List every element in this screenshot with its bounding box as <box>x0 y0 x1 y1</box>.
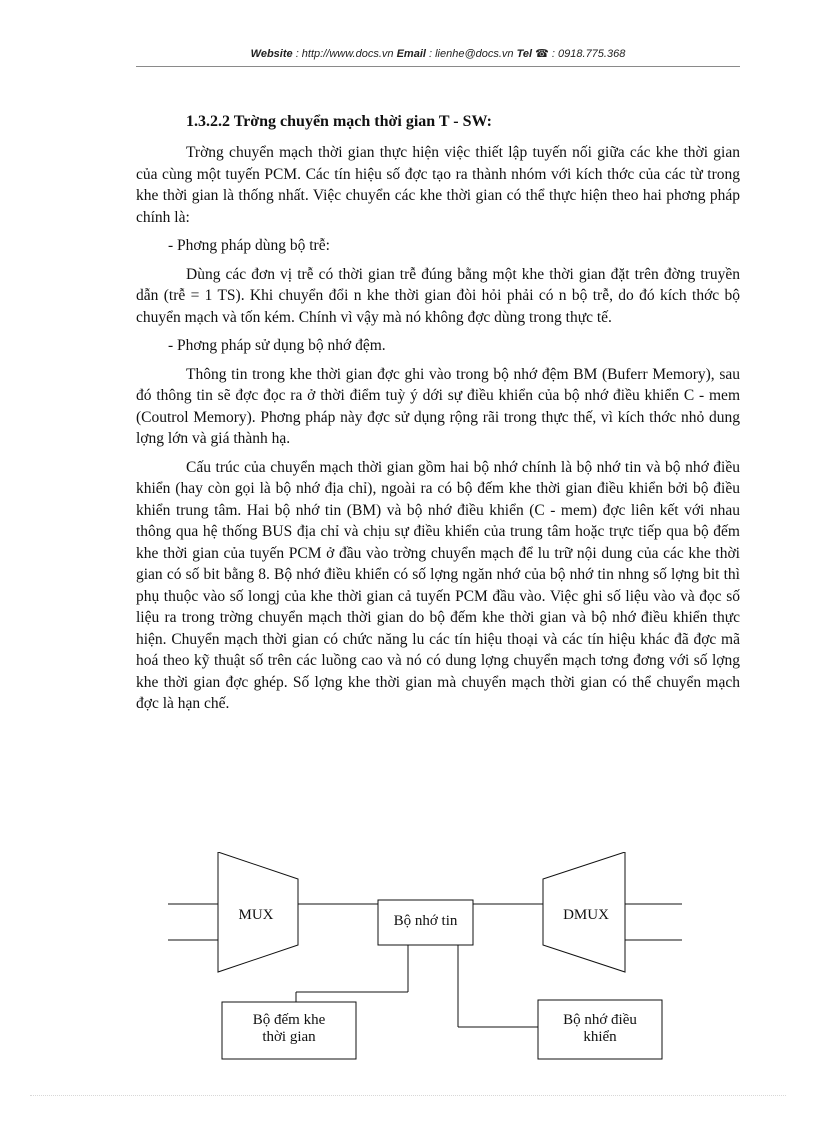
counter-label-line-1: Bộ đếm khe <box>252 1012 326 1028</box>
email-value: : lienhe@docs.vn <box>425 48 517 60</box>
control-memory-label <box>538 1012 662 1046</box>
website-label: Website <box>250 48 293 60</box>
footer-rule <box>30 1095 786 1096</box>
method-buffer-heading: - Phơng pháp sử dụng bộ nhớ đệm. <box>168 337 386 354</box>
control-label-line-2: khiển <box>583 1029 617 1045</box>
tel-value: ☎ : 0918.775.368 <box>532 48 626 60</box>
section-heading: 1.3.2.2 Trờng chuyển mạch thời gian T - SW: <box>186 113 492 130</box>
paragraph-structure: Cấu trúc của chuyển mạch thời gian gồm hai bộ nhớ chính là bộ nhớ tin và bộ nhớ điều khiển (hay còn gọi là bộ nhớ địa chỉ), ngoài ra có bộ đếm khe thời gian điều khiển bởi bộ điều khiển trung tâm. Hai bộ nhớ tin (BM) và bộ nhớ điều khiển (C - mem) đợc liên kết với nhau thông qua hệ thống BUS địa chỉ và chịu sự điều khiển của trung tâm hoặc trực tiếp qua bộ đếm khe thời gian của tuyến PCM ở đầu vào trờng chuyển mạch để lu trữ nội dung của các khe thời gian có số bit bằng 8. Bộ nhớ điều khiển có số lợng ngăn nhớ của bộ nhớ tin nhng số lợng bit thì phụ thuộc vào số longj của khe thời gian cả tuyến PCM đầu vào. Việc ghi số liệu vào và đọc số liệu ra trong trờng chuyển mạch thời gian do bộ đếm khe thời gian và bộ nhớ điều khiển thực hiện. Chuyển mạch thời gian có chức năng lu các tín hiệu thoại và các tín hiệu khác đã đợc mã hoá theo kỹ thuật số trên các luồng cao và nó có dung lợng chuyển mạch tơng đơng với số lợng khe thời gian đợc ghép. Số lợng khe thời gian mà chuyển mạch thời gian có thể chuyển mạch đợc là hạn chế. <box>136 458 740 712</box>
tel-label: Tel <box>516 48 533 60</box>
page-header <box>136 47 740 60</box>
website-value: : http://www.docs.vn <box>292 48 397 60</box>
mux-label: MUX <box>238 907 274 923</box>
counter-label-line-2: thời gian <box>262 1029 316 1045</box>
dmux-label: DMUX <box>563 907 609 923</box>
paragraph-delay: Dùng các đơn vị trễ có thời gian trễ đúng bằng một khe thời gian đặt trên đờng truyền dẫn (trễ = 1 TS). Khi chuyển đổi n khe thời gian đòi hỏi phải có n bộ trễ, do đó kích thớc bộ chuyển mạch và tốn kém. Chính vì vậy mà nó không đợc dùng trong thực tế. <box>136 265 740 326</box>
memory-label: Bộ nhớ tin <box>393 913 458 929</box>
paragraph-buffer: Thông tin trong khe thời gian đợc ghi vào trong bộ nhớ đệm BM (Buferr Memory), sau đó thông tin sẽ đợc đọc ra ở thời điểm tuỳ ý dới sự điều khiển của bộ nhớ điều khiển C - mem (Coutrol Memory). Phơng pháp này đợc sử dụng rộng rãi trong thực thế, vì kích thớc nhỏ dung lợng lớn và giá thành hạ. <box>136 365 740 447</box>
paragraph-intro: Trờng chuyển mạch thời gian thực hiện việc thiết lập tuyến nối giữa các khe thời gian của cùng một tuyến PCM. Các tín hiệu số đợc tạo ra thành nhóm với kích thớc của các từ trong khe thời gian là thống nhất. Việc chuyển các khe thời gian có thể thực hiện theo hai phơng pháp chính là: <box>136 144 740 226</box>
counter-label <box>222 1012 356 1046</box>
document-body <box>136 112 740 722</box>
email-label: Email <box>396 48 426 60</box>
header-rule <box>136 66 740 67</box>
control-label-line-1: Bộ nhớ điều <box>563 1012 637 1028</box>
method-delay-heading: - Phơng pháp dùng bộ trễ: <box>168 237 330 254</box>
time-switch-diagram <box>160 852 700 1067</box>
